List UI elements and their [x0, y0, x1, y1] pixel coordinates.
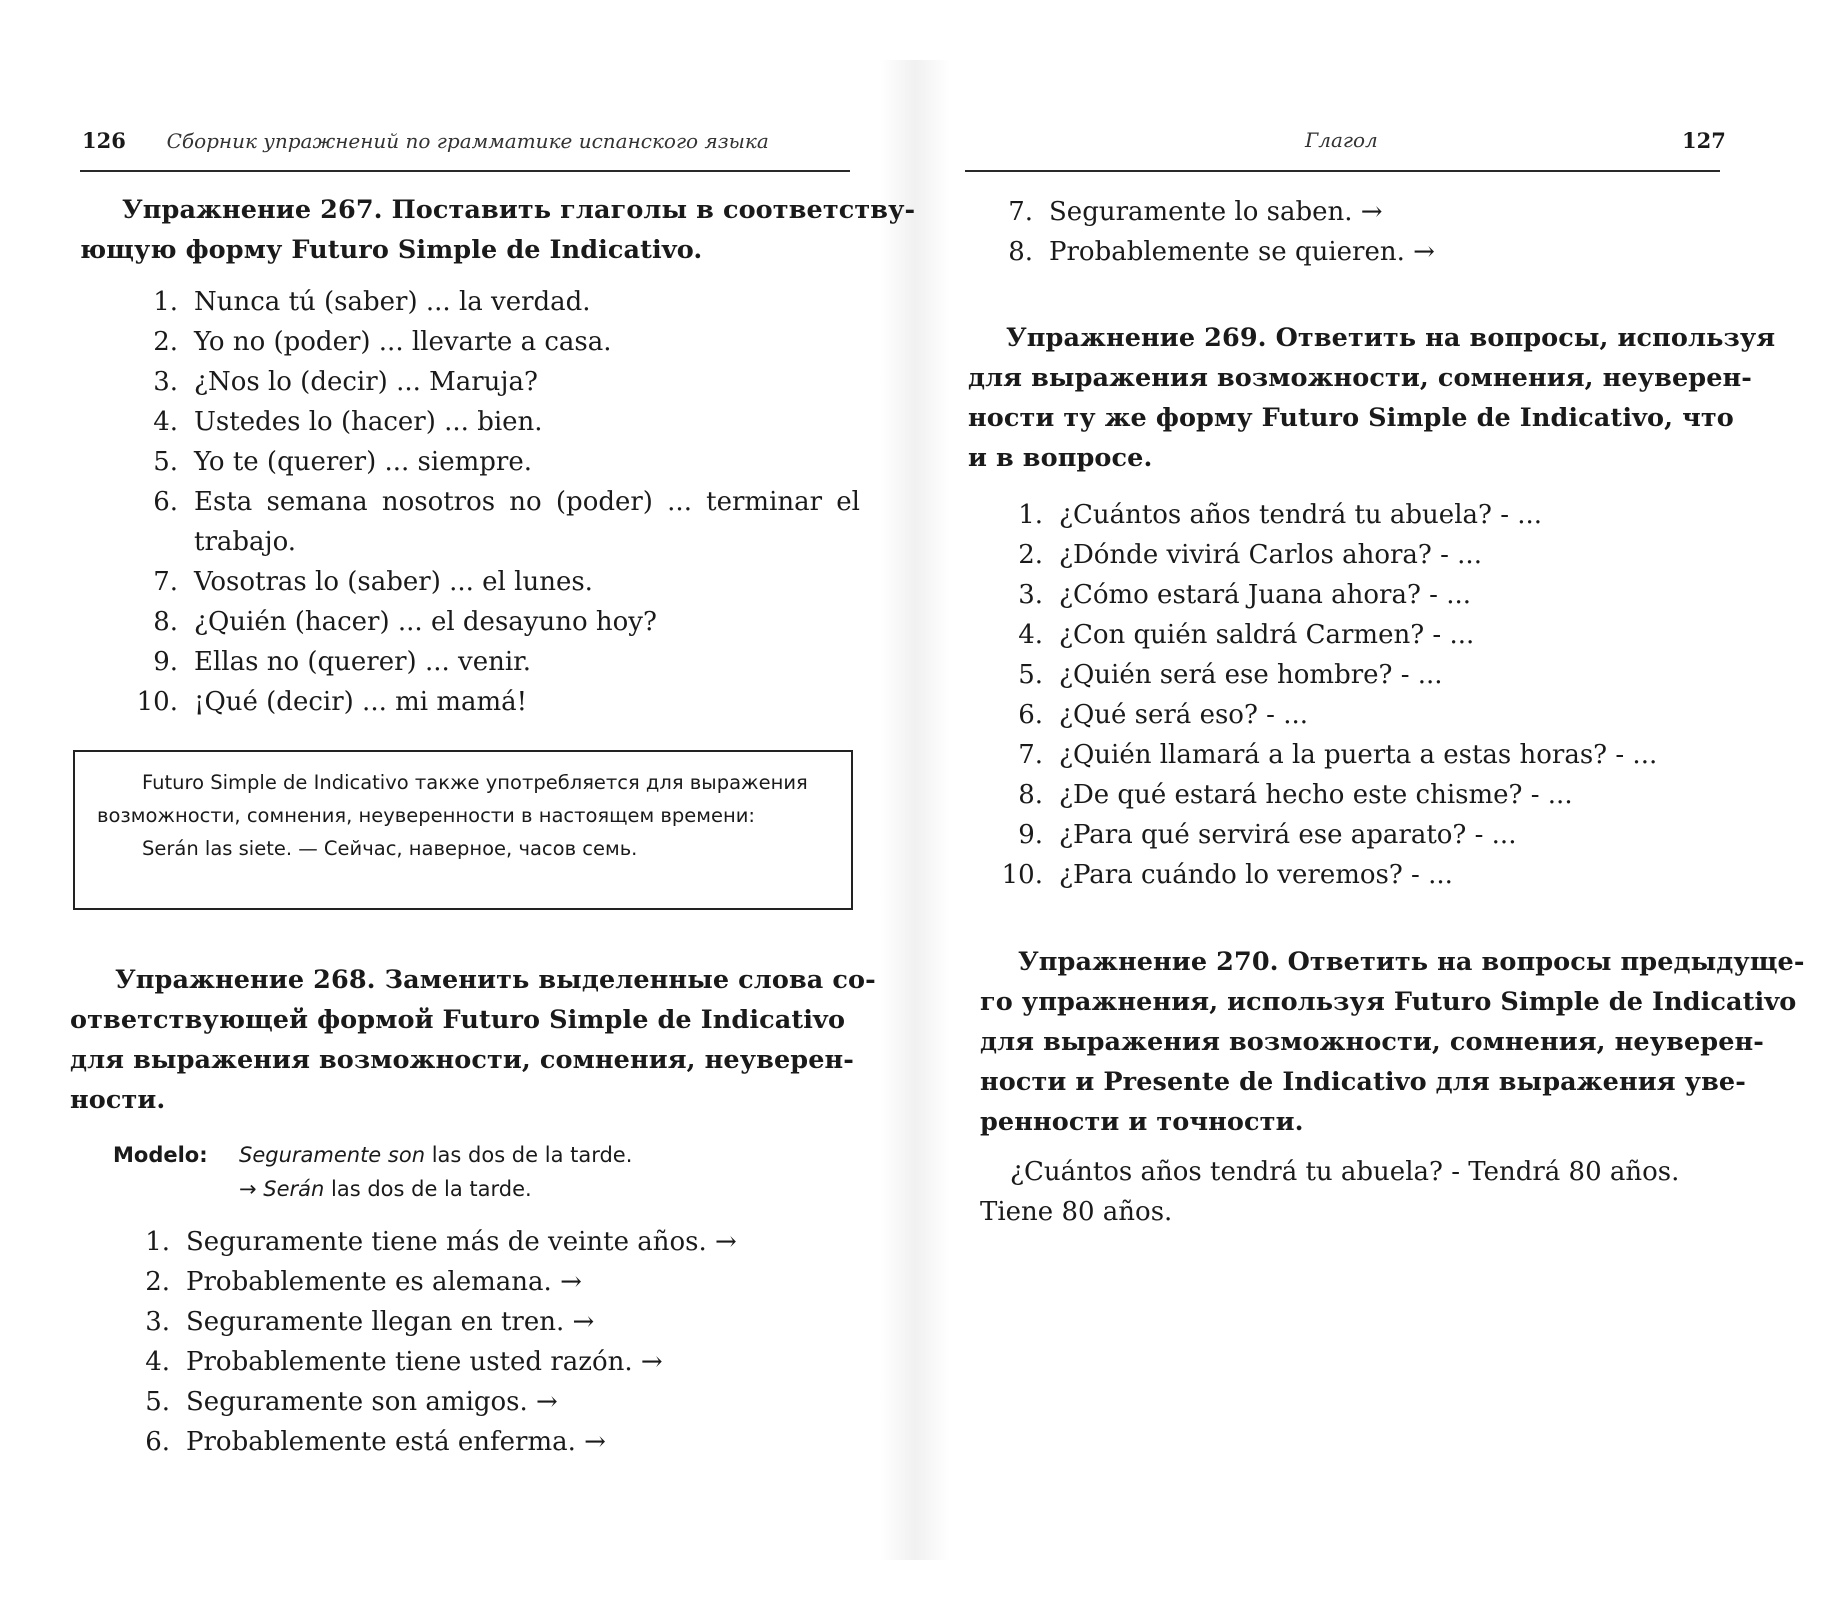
list-item: [975, 232, 1735, 272]
heading-line: Упражнение 270. Ответить на вопросы предыдуще-: [1018, 947, 1805, 977]
item-number: 3.: [1018, 580, 1043, 610]
item-number: 1.: [1018, 500, 1043, 530]
list-item: [985, 575, 1745, 615]
heading-line: ответствующей формой Futuro Simple de Indicativo: [70, 1005, 846, 1035]
right-page-number: 127: [1682, 128, 1726, 153]
item-text: Seguramente lo saben. →: [1049, 197, 1383, 227]
item-number: 8.: [1018, 780, 1043, 810]
list-item: [985, 695, 1745, 735]
exercise-269-heading: [968, 318, 1776, 478]
list-item: [985, 655, 1745, 695]
item-number: 4.: [145, 1347, 170, 1377]
item-number: 5.: [1018, 660, 1043, 690]
item-text: ¿De qué estará hecho este chisme? - ...: [1059, 780, 1573, 810]
item-number: 10.: [1001, 860, 1043, 890]
item-text: Seguramente llegan en tren. →: [186, 1307, 595, 1337]
item-text: ¿Dónde vivirá Carlos ahora? - ...: [1059, 540, 1482, 570]
heading-line: го упражнения, используя Futuro Simple de Indicativo: [980, 987, 1797, 1017]
exercise-269-list: [985, 495, 1745, 895]
list-item: [985, 535, 1745, 575]
example-line: ¿Cuántos años tendrá tu abuela? - Tendrá 80 años.: [1010, 1157, 1680, 1187]
modelo-rest-2: las dos de la tarde.: [324, 1177, 532, 1201]
item-number: 1.: [153, 287, 178, 317]
item-number: 3.: [145, 1307, 170, 1337]
item-text: Ustedes lo (hacer) ... bien.: [194, 407, 543, 437]
item-number: 1.: [145, 1227, 170, 1257]
item-number: 8.: [153, 607, 178, 637]
heading-line: ющую форму Futuro Simple de Indicativo.: [80, 235, 703, 265]
exercise-268-list-continued: [975, 192, 1735, 272]
item-text: Yo no (poder) ... llevarte a casa.: [194, 327, 612, 357]
heading-line: ности ту же форму Futuro Simple de Indicativo, что: [968, 403, 1734, 433]
item-number: 7.: [153, 567, 178, 597]
exercise-270-heading: [980, 942, 1805, 1142]
item-number: 2.: [1018, 540, 1043, 570]
item-number: 6.: [153, 487, 178, 517]
item-text: Probablemente es alemana. →: [186, 1267, 582, 1297]
example-line: Tiene 80 años.: [980, 1197, 1173, 1227]
item-text: ¿Qué será eso? - ...: [1059, 700, 1309, 730]
item-number: 5.: [145, 1387, 170, 1417]
list-item: [985, 855, 1745, 895]
list-item: [985, 735, 1745, 775]
item-number: 10.: [136, 687, 178, 717]
heading-line: Упражнение 269. Ответить на вопросы, используя: [1006, 323, 1776, 353]
list-item: [985, 775, 1745, 815]
list-item: [985, 495, 1745, 535]
item-text: Seguramente son amigos. →: [186, 1387, 558, 1417]
item-text: ¿Quién llamará a la puerta a estas horas? - ...: [1059, 740, 1658, 770]
item-number: 5.: [153, 447, 178, 477]
item-text: Yo te (querer) ... siempre.: [194, 447, 532, 477]
list-item: [985, 615, 1745, 655]
heading-line: ности и Presente de Indicativo для выражения уве-: [980, 1067, 1746, 1097]
heading-line: ности.: [70, 1085, 166, 1115]
heading-line: для выражения возможности, сомнения, неуверен-: [968, 363, 1752, 393]
item-text: Vosotras lo (saber) ... el lunes.: [194, 567, 593, 597]
item-text: Ellas no (querer) ... venir.: [194, 647, 531, 677]
item-number: 7.: [1008, 197, 1033, 227]
heading-line: Упражнение 268. Заменить выделенные слова со-: [115, 965, 876, 995]
note-example: Serán las siete. — Сейчас, наверное, часов семь.: [142, 837, 638, 860]
item-number: 4.: [1018, 620, 1043, 650]
modelo-rest-1: las dos de la tarde.: [425, 1143, 633, 1167]
left-running-title: Сборник упражнений по грамматике испанского языка: [166, 129, 769, 153]
item-text: ¿Cómo estará Juana ahora? - ...: [1059, 580, 1471, 610]
heading-line: для выражения возможности, сомнения, неуверен-: [70, 1045, 854, 1075]
list-item: [975, 192, 1735, 232]
item-number: 6.: [145, 1427, 170, 1457]
item-text: ¿Quién (hacer) ... el desayuno hoy?: [194, 607, 657, 637]
item-text: Seguramente tiene más de veinte años. →: [186, 1227, 737, 1257]
item-number: 4.: [153, 407, 178, 437]
item-text: ¿Cuántos años tendrá tu abuela? - ...: [1059, 500, 1543, 530]
heading-line: для выражения возможности, сомнения, неуверен-: [980, 1027, 1764, 1057]
right-head-rule: [965, 170, 1720, 172]
item-text: ¡Qué (decir) ... mi mamá!: [194, 687, 528, 717]
item-number: 6.: [1018, 700, 1043, 730]
modelo-label: Modelo:: [113, 1143, 208, 1167]
note-text: Futuro Simple de Indicativo также употребляется для выражения возможности, сомнения, неуверенности в настоящем времени:: [97, 771, 808, 827]
item-number: 2.: [153, 327, 178, 357]
item-number: 3.: [153, 367, 178, 397]
right-running-title: Глагол: [1305, 128, 1378, 152]
exercise-270-example: [980, 1152, 1740, 1232]
item-number: 2.: [145, 1267, 170, 1297]
heading-line: Упражнение 267. Поставить глаголы в соответству-: [122, 195, 916, 225]
heading-line: и в вопросе.: [968, 443, 1153, 473]
item-text: ¿Quién será ese hombre? - ...: [1059, 660, 1443, 690]
item-number: 9.: [1018, 820, 1043, 850]
arrow-icon: →: [239, 1177, 264, 1201]
item-text: ¿Para cuándo lo veremos? - ...: [1059, 860, 1453, 890]
item-text: Probablemente se quieren. →: [1049, 237, 1435, 267]
modelo-italic-2: Serán: [263, 1177, 325, 1201]
modelo-italic-1: Seguramente son: [239, 1143, 426, 1167]
list-item: [985, 815, 1745, 855]
heading-line: ренности и точности.: [980, 1107, 1304, 1137]
left-page-number: 126: [82, 128, 126, 153]
item-number: 9.: [153, 647, 178, 677]
item-text: ¿Para qué servirá ese aparato? - ...: [1059, 820, 1517, 850]
item-text: Nunca tú (saber) ... la verdad.: [194, 287, 591, 317]
item-text: Esta semana nosotros no (poder) ... terminar el trabajo.: [194, 487, 860, 557]
item-text: Probablemente está enferma. →: [186, 1427, 606, 1457]
item-text: ¿Nos lo (decir) ... Maruja?: [194, 367, 538, 397]
item-number: 7.: [1018, 740, 1043, 770]
item-text: ¿Con quién saldrá Carmen? - ...: [1059, 620, 1475, 650]
item-number: 8.: [1008, 237, 1033, 267]
item-text: Probablemente tiene usted razón. →: [186, 1347, 663, 1377]
